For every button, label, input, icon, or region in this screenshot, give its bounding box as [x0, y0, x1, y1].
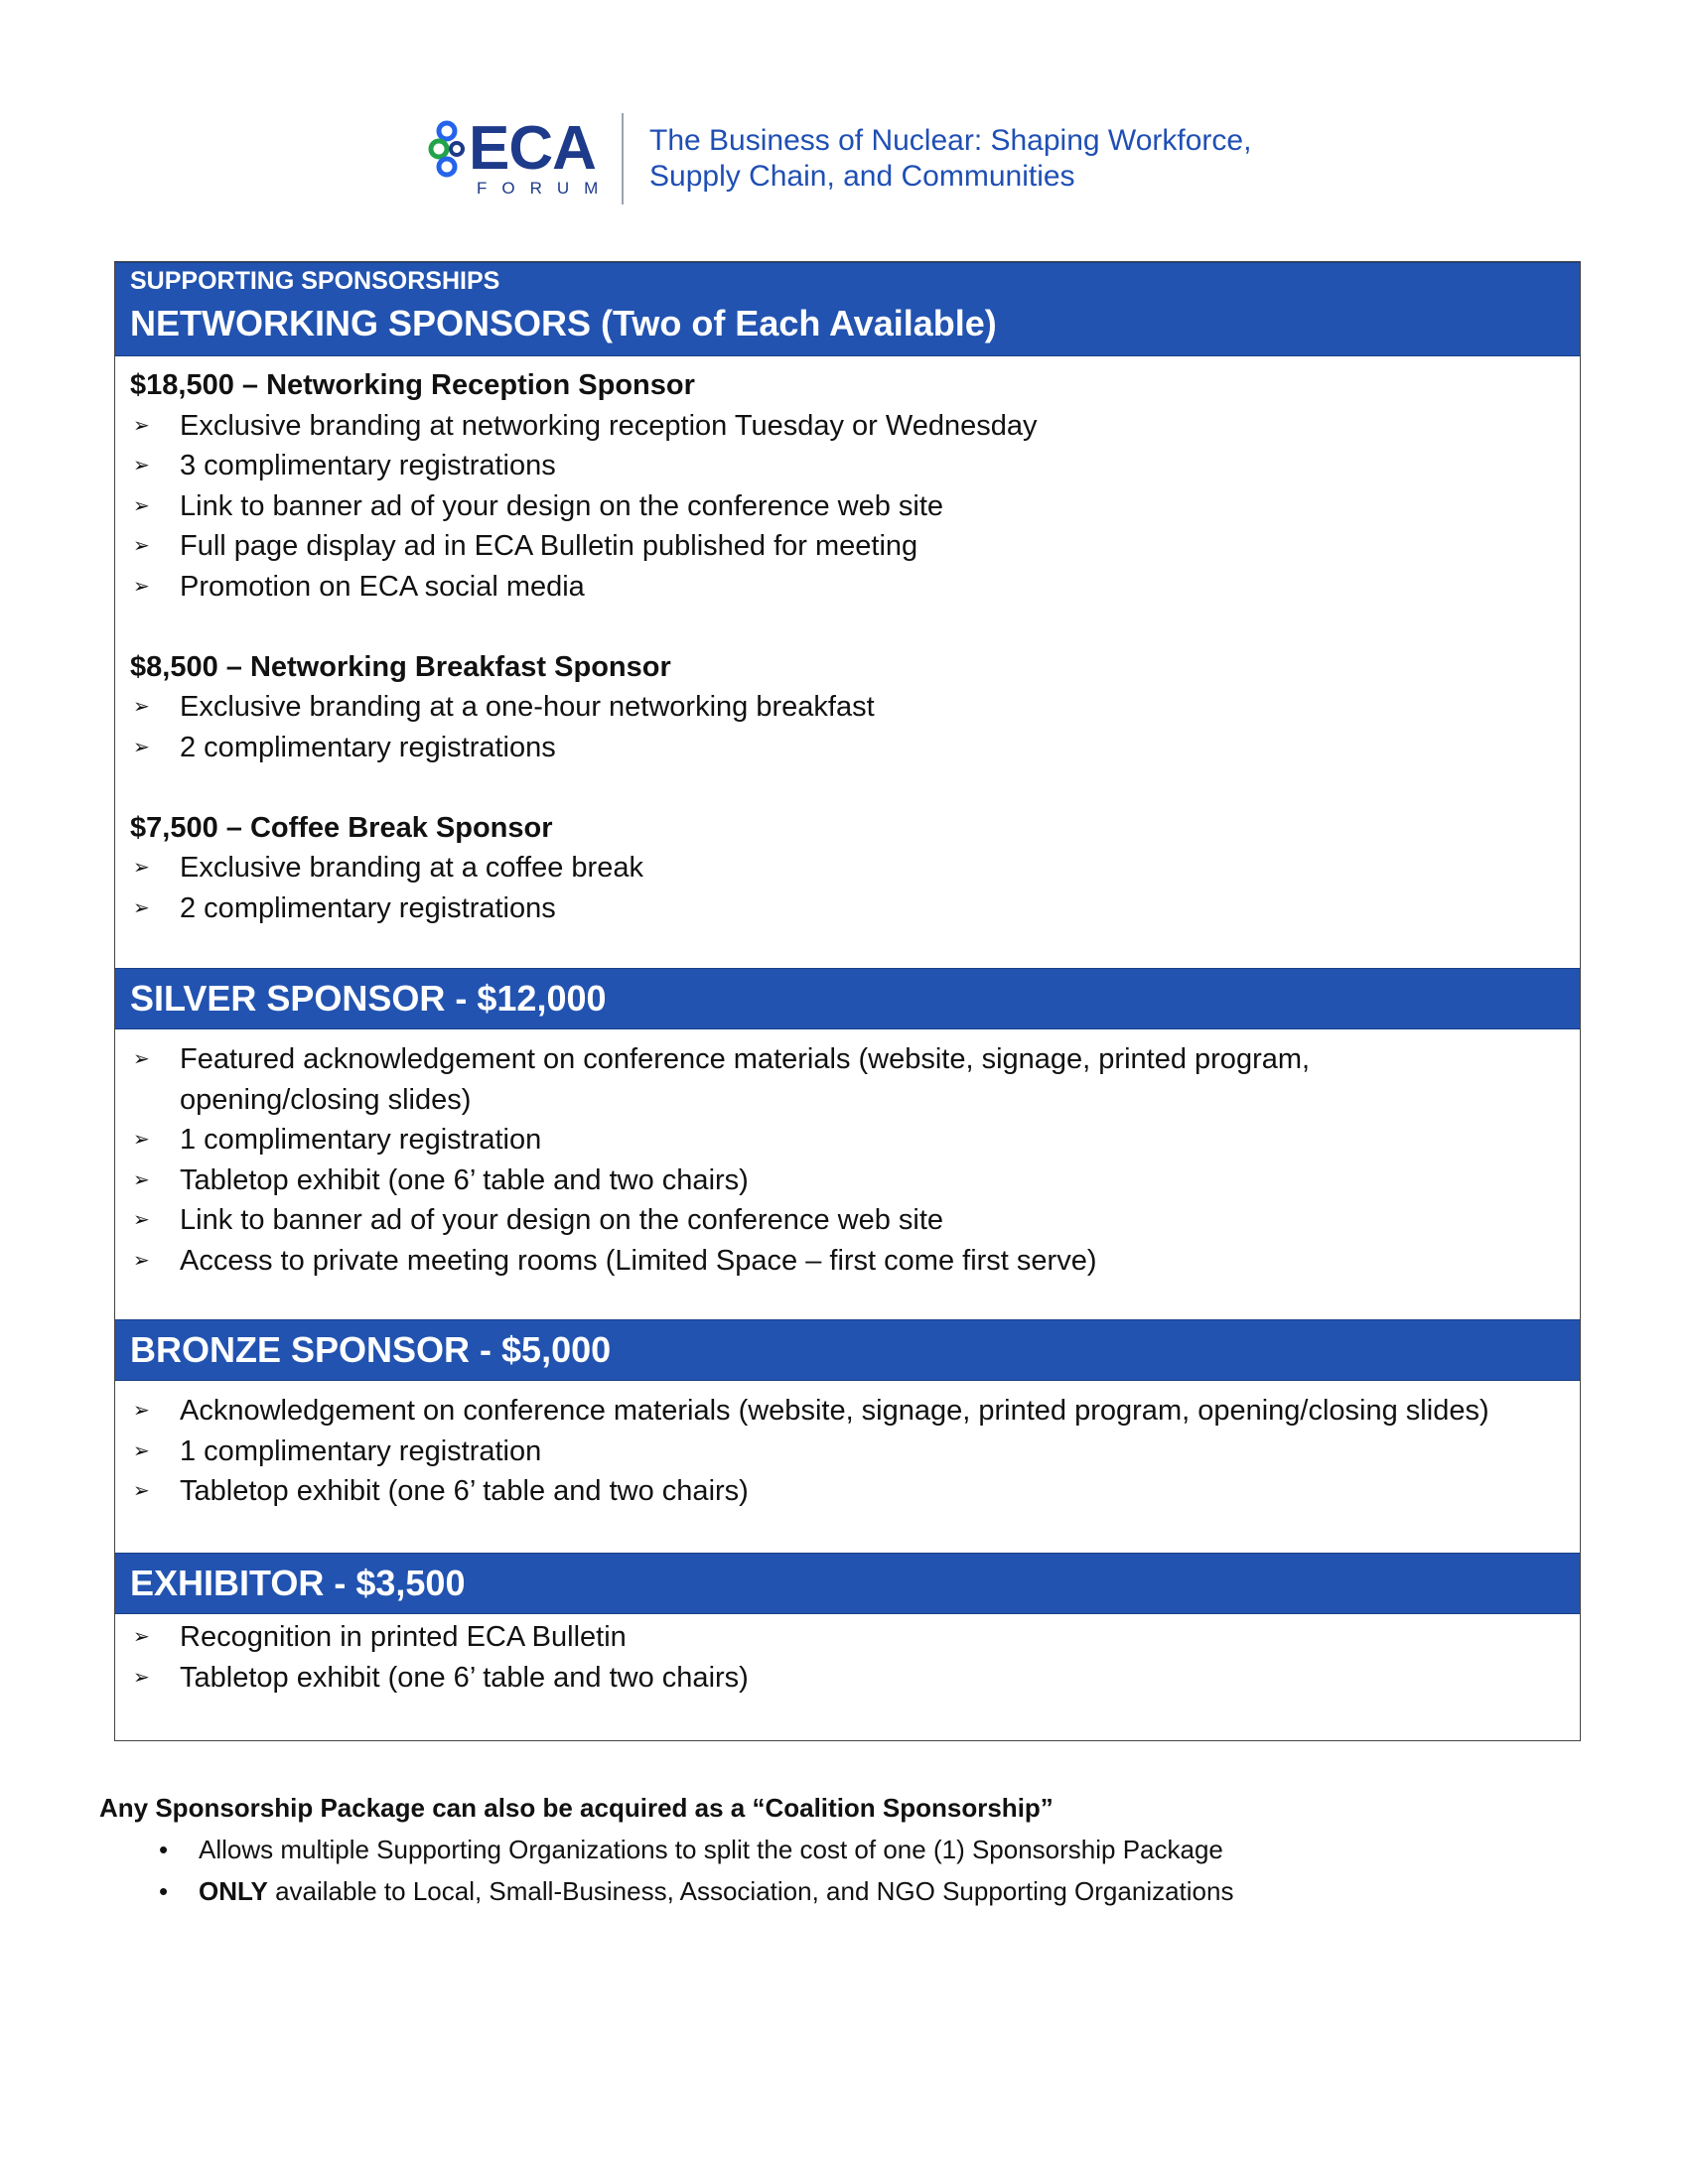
arrow-bullet-icon: ➢ — [133, 857, 150, 879]
bronze-section — [130, 1391, 1565, 1512]
list-item-continuation: opening/closing slides) — [180, 1083, 472, 1116]
coalition-bullet: • Allows multiple Supporting Organizations to split the cost of one (1) Sponsorship Package — [99, 1829, 1489, 1870]
bullet-dot-icon: • — [159, 1876, 169, 1906]
list-item: ➢ 3 complimentary registrations — [130, 446, 1565, 486]
arrow-bullet-icon: ➢ — [133, 1249, 150, 1272]
list-item: ➢ Access to private meeting rooms (Limited Space – first come first serve) — [130, 1241, 1565, 1282]
package-title: $8,500 – Networking Breakfast Sponsor — [130, 650, 671, 683]
networking-heading: NETWORKING SPONSORS (Two of Each Available) — [130, 303, 997, 343]
arrow-bullet-icon: ➢ — [133, 1168, 150, 1191]
coalition-lead: Any Sponsorship Package can also be acquired as a “Coalition Sponsorship” — [99, 1793, 1054, 1823]
bronze-heading: BRONZE SPONSOR - $5,000 — [130, 1329, 612, 1370]
networking-section — [130, 365, 1565, 928]
tagline — [649, 123, 1251, 195]
arrow-bullet-icon: ➢ — [133, 896, 150, 919]
list-item: ➢ Acknowledgement on conference materials (website, signage, printed program, opening/closing slides) — [130, 1391, 1565, 1432]
coalition-bullet: • ONLY available to Local, Small-Business, Association, and NGO Supporting Organizations — [99, 1870, 1489, 1912]
arrow-bullet-icon: ➢ — [133, 455, 150, 477]
arrow-bullet-icon: ➢ — [133, 414, 150, 437]
arrow-bullet-icon: ➢ — [133, 494, 150, 517]
bronze-header-band — [115, 1319, 1580, 1381]
exhibitor-heading: EXHIBITOR - $3,500 — [130, 1563, 466, 1603]
logo-subtext: FORUM — [477, 179, 614, 198]
exhibitor-header-band — [115, 1553, 1580, 1614]
arrow-bullet-icon: ➢ — [133, 575, 150, 598]
document-header — [427, 111, 1281, 206]
list-item: ➢ Link to banner ad of your design on the conference web site — [130, 486, 1565, 527]
list-item: ➢ 1 complimentary registration — [130, 1120, 1565, 1160]
list-item: ➢ Tabletop exhibit (one 6’ table and two chairs) — [130, 1160, 1565, 1201]
arrow-bullet-icon: ➢ — [133, 1209, 150, 1231]
header-divider — [622, 113, 624, 205]
list-item: ➢ Tabletop exhibit (one 6’ table and two chairs) — [130, 1471, 1565, 1512]
package-title: $18,500 – Networking Reception Sponsor — [130, 369, 695, 401]
arrow-bullet-icon: ➢ — [133, 1400, 150, 1422]
eca-forum-logo — [427, 111, 614, 206]
list-item: ➢ Featured acknowledgement on conference materials (website, signage, printed program, — [130, 1039, 1565, 1080]
logo-mark-icon — [427, 119, 471, 189]
list-item: ➢ Exclusive branding at a one-hour networking breakfast — [130, 687, 1565, 728]
arrow-bullet-icon: ➢ — [133, 736, 150, 758]
list-item: ➢ Link to banner ad of your design on the conference web site — [130, 1200, 1565, 1241]
list-item: ➢ Exclusive branding at networking reception Tuesday or Wednesday — [130, 406, 1565, 447]
list-item: ➢ 1 complimentary registration — [130, 1432, 1565, 1472]
arrow-bullet-icon: ➢ — [133, 696, 150, 718]
sponsorship-table — [114, 261, 1581, 1741]
exhibitor-section — [130, 1617, 1565, 1698]
silver-section — [130, 1039, 1565, 1281]
arrow-bullet-icon: ➢ — [133, 1439, 150, 1462]
tagline-line-2: Supply Chain, and Communities — [649, 160, 1075, 193]
supporting-label: SUPPORTING SPONSORSHIPS — [130, 267, 500, 295]
list-item: ➢ Exclusive branding at a coffee break — [130, 848, 1565, 888]
networking-header-band — [115, 262, 1580, 356]
silver-heading: SILVER SPONSOR - $12,000 — [130, 978, 607, 1019]
logo-text: ECA — [469, 114, 596, 183]
tagline-line-1: The Business of Nuclear: Shaping Workforce, — [649, 124, 1252, 157]
arrow-bullet-icon: ➢ — [133, 1129, 150, 1151]
list-item: ➢ 2 complimentary registrations — [130, 728, 1565, 768]
bullet-dot-icon: • — [159, 1835, 169, 1864]
arrow-bullet-icon: ➢ — [133, 1048, 150, 1070]
package-title: $7,500 – Coffee Break Sponsor — [130, 811, 553, 844]
arrow-bullet-icon: ➢ — [133, 535, 150, 557]
list-item: ➢ Recognition in printed ECA Bulletin — [130, 1617, 1565, 1658]
list-item: ➢ 2 complimentary registrations — [130, 888, 1565, 929]
list-item: ➢ Tabletop exhibit (one 6’ table and two chairs) — [130, 1658, 1565, 1699]
list-item: ➢ Full page display ad in ECA Bulletin published for meeting — [130, 526, 1565, 567]
coalition-note — [99, 1787, 1489, 1912]
list-item: ➢ Promotion on ECA social media — [130, 567, 1565, 608]
arrow-bullet-icon: ➢ — [133, 1480, 150, 1502]
arrow-bullet-icon: ➢ — [133, 1626, 150, 1648]
silver-header-band — [115, 968, 1580, 1029]
arrow-bullet-icon: ➢ — [133, 1666, 150, 1689]
